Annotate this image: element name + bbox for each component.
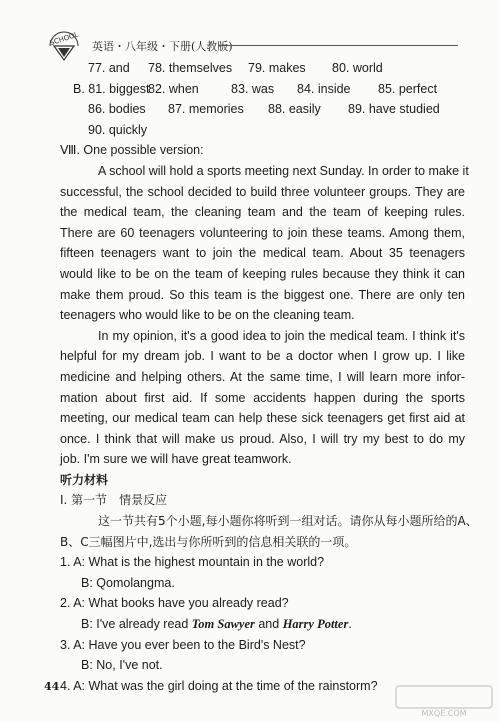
listening-heading: 听力材料	[60, 472, 109, 487]
page-number: 44	[44, 680, 60, 693]
book-title: Tom Sawyer	[191, 617, 255, 632]
dialogue-line: 4. A: What was the girl doing at the time of the rainstorm?	[60, 678, 378, 693]
essay-line: helpful for my dream job. I want to be a doctor when I grow up. I like	[60, 349, 465, 364]
answer-79: 79. makes	[248, 61, 306, 75]
answer-90: 90. quickly	[88, 122, 148, 137]
essay-line: would like to be on the team of keeping rules because they think it can	[60, 266, 465, 281]
header-title: 英语・八年级・下册(人教版)	[92, 40, 233, 53]
essay-line: fifteen teenagers want to join the medical team. About 35 teenagers	[60, 246, 465, 261]
dialogue-line: 3. A: Have you ever been to the Bird's Nest?	[60, 637, 306, 652]
essay-line: job. I'm sure we will have great teamwork.	[60, 452, 292, 467]
answer-88: 88. easily	[268, 102, 321, 117]
answer-78: 78. themselves	[148, 61, 233, 75]
essay-paragraph-1	[60, 161, 469, 326]
dialogue-text: and	[254, 617, 283, 632]
dialogue-line: B: No, I've not.	[81, 658, 163, 673]
dialogue-line	[60, 614, 465, 635]
essay-line: medicine and helping others. At the same time, I will learn more infor-	[60, 369, 465, 384]
answer-83: 83. was	[231, 81, 275, 96]
answer-81: B. 81. biggest	[73, 81, 150, 96]
dialogue-line: B: Qomolangma.	[81, 575, 175, 590]
dialogue-text: .	[348, 617, 352, 632]
header-rule	[218, 45, 458, 46]
essay-line: make them proud. So this team is the biggest one. There are only ten	[60, 287, 465, 302]
dialogue-line: 1. A: What is the highest mountain in the world?	[60, 555, 325, 570]
listening-instructions: 这一节共有5个小题,每小题你将听到一组对话。请你从每小题所给的A、	[98, 514, 478, 529]
answer-80: 80. world	[332, 61, 383, 75]
answer-row-2	[60, 79, 465, 100]
answer-row-1	[60, 58, 465, 79]
answer-77: 77. and	[88, 61, 130, 75]
answer-86: 86. bodies	[88, 102, 146, 117]
answer-87: 87. memories	[168, 102, 244, 117]
essay-line: teenagers who would like to be on the cleaning team.	[60, 308, 355, 323]
watermark-logo	[394, 684, 494, 718]
essay-line: mation about first aid. If some accidents happen during the sports	[60, 390, 465, 405]
essay-line: A school will hold a sports meeting next Sunday. In order to make it	[98, 163, 469, 178]
watermark-text: MXQE.COM	[421, 709, 467, 718]
listening-instructions: B、C三幅图片中,选出与你所听到的信息相关联的一项。	[60, 534, 357, 549]
answer-82: 82. when	[148, 81, 199, 96]
essay-line: successful, the school decided to build three volunteer groups. They are	[60, 184, 465, 199]
answer-84: 84. inside	[297, 81, 351, 96]
logo-text: SCHOOL	[48, 30, 80, 48]
listening-part-title: Ⅰ. 第一节 情景反应	[60, 493, 168, 508]
answer-row-3	[60, 99, 465, 120]
essay-line: the medical team, the cleaning team and the team of keeping rules.	[60, 205, 465, 220]
essay-line: once. I think that will make us proud. Also, I will try my best to do my	[60, 431, 465, 446]
section-8-label: Ⅷ. One possible version:	[60, 143, 204, 158]
page-content	[60, 58, 478, 696]
book-title: Harry Potter	[282, 617, 349, 632]
essay-line: meeting, our medical team can help these sick teenagers get first aid at	[60, 411, 465, 426]
answer-85: 85. perfect	[378, 81, 438, 96]
dialogue-text: B: I've already read	[81, 617, 192, 632]
essay-line: There are 60 teenagers volunteering to join these teams. Among them,	[60, 225, 465, 240]
answer-89: 89. have studied	[348, 102, 440, 117]
essay-line: In my opinion, it's a good idea to join the medical team. I think it's	[98, 328, 465, 343]
essay-paragraph-2	[60, 326, 465, 470]
dialogue-line: 2. A: What books have you already read?	[60, 596, 289, 611]
